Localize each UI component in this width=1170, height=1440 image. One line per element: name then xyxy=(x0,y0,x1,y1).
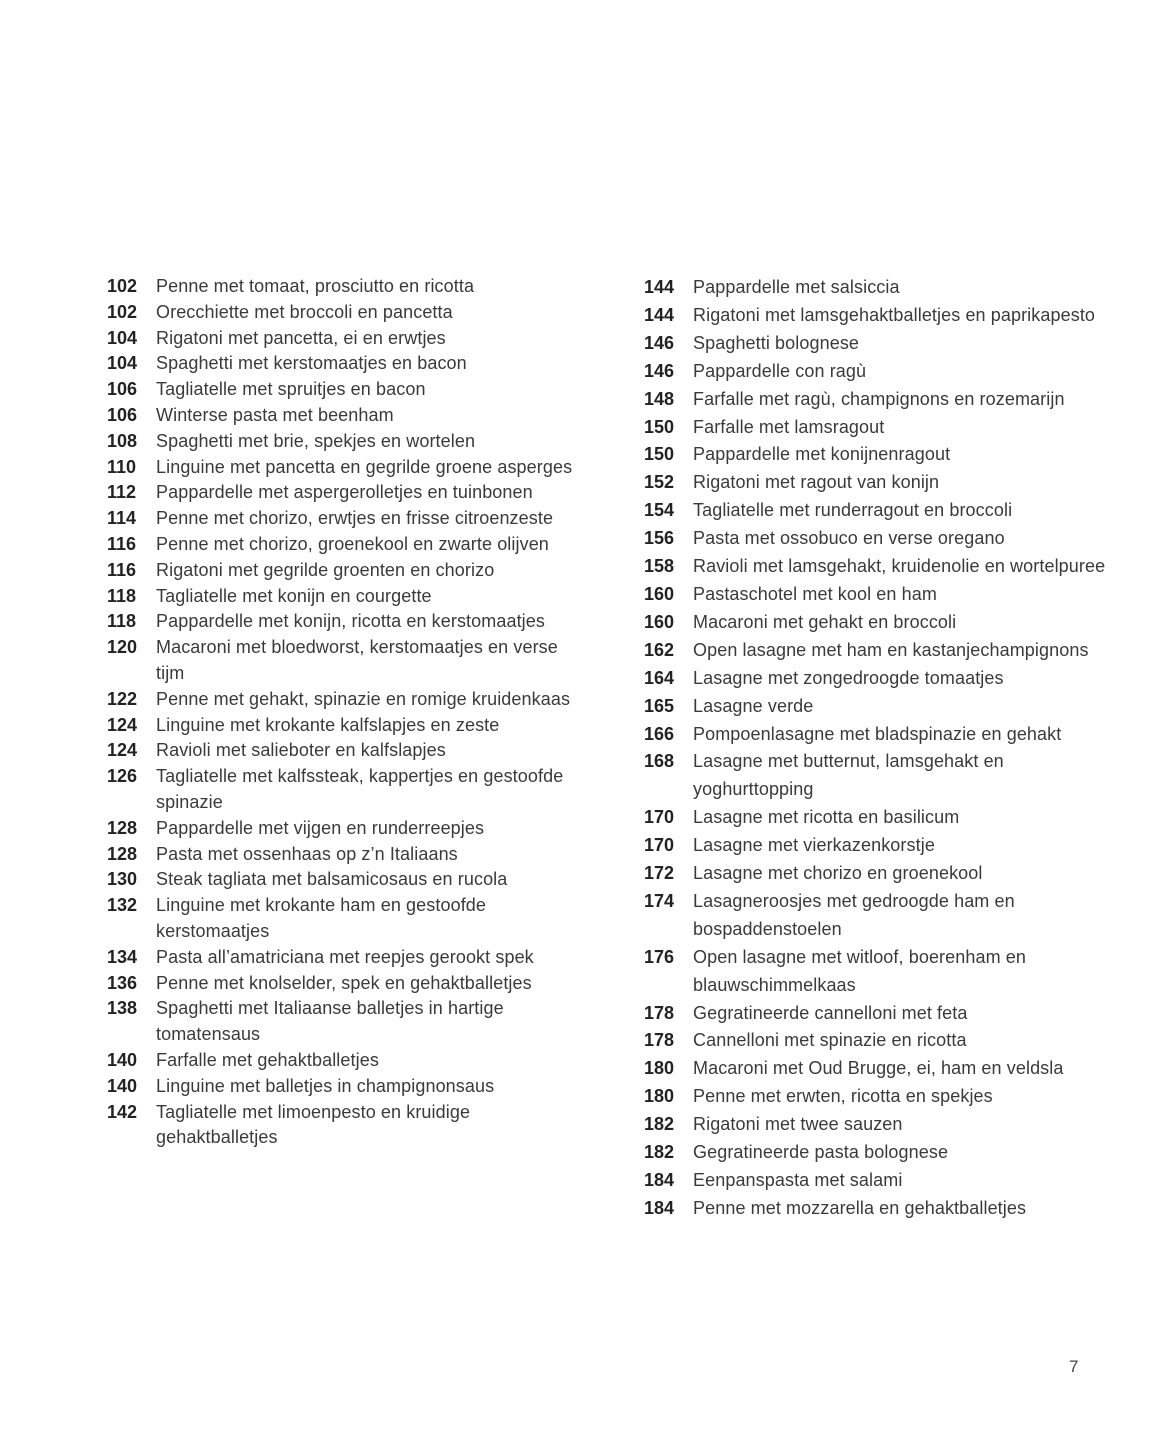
toc-page-number: 165 xyxy=(644,695,675,716)
toc-entry xyxy=(107,532,577,558)
toc-recipe-title: Pasta all’amatriciana met reepjes gerookt spek xyxy=(156,946,534,967)
toc-page-number: 118 xyxy=(107,585,137,606)
toc-entry xyxy=(107,842,577,868)
toc-page-number: 178 xyxy=(644,1030,675,1051)
toc-entry xyxy=(107,738,577,764)
toc-entry xyxy=(107,558,577,584)
toc-recipe-title: Pappardelle met aspergerolletjes en tuinbonen xyxy=(156,482,533,503)
toc-recipe-title: Winterse pasta met beenham xyxy=(156,404,394,425)
toc-recipe-title: Farfalle met ragù, champignons en rozemarijn xyxy=(693,388,1065,409)
toc-recipe-title: Penne met mozzarella en gehaktballetjes xyxy=(693,1197,1027,1218)
toc-entry xyxy=(107,455,577,481)
toc-page-number: 120 xyxy=(107,637,138,658)
toc-recipe-title: Spaghetti met brie, spekjes en wortelen xyxy=(156,430,476,451)
toc-recipe-title: Ravioli met lamsgehakt, kruidenolie en wortelpuree xyxy=(693,556,1106,577)
toc-recipe-title: Open lasagne met ham en kastanjechampignons xyxy=(693,639,1089,660)
toc-recipe-title: Open lasagne met witloof, boerenham en blauwschimmelkaas xyxy=(693,946,1027,995)
toc-recipe-title: Lasagne met chorizo en groenekool xyxy=(693,863,983,884)
toc-page-number: 148 xyxy=(644,388,675,409)
toc-recipe-title: Steak tagliata met balsamicosaus en rucola xyxy=(156,869,508,890)
toc-entry xyxy=(644,497,1114,525)
toc-entry xyxy=(107,584,577,610)
toc-entry xyxy=(644,1139,1114,1167)
toc-recipe-title: Pappardelle con ragù xyxy=(693,360,867,381)
toc-recipe-title: Gegratineerde pasta bolognese xyxy=(693,1142,949,1163)
toc-recipe-title: Pappardelle met vijgen en runderreepjes xyxy=(156,817,485,838)
toc-entry xyxy=(644,832,1114,860)
toc-recipe-title: Lasagne met butternut, lamsgehakt en yoghurttopping xyxy=(693,751,1004,800)
toc-recipe-title: Farfalle met lamsragout xyxy=(693,416,885,437)
toc-entry xyxy=(644,414,1114,442)
toc-page-number: 140 xyxy=(107,1075,138,1096)
toc-recipe-title: Pappardelle met konijn, ricotta en kerstomaatjes xyxy=(156,611,545,632)
toc-page-number: 122 xyxy=(107,688,138,709)
toc-page-number: 156 xyxy=(644,528,675,549)
toc-page-number: 126 xyxy=(107,766,138,787)
toc-page-number: 160 xyxy=(644,611,675,632)
toc-page-number: 142 xyxy=(107,1101,138,1122)
toc-page-number: 184 xyxy=(644,1197,675,1218)
toc-recipe-title: Pasta met ossenhaas op z’n Italiaans xyxy=(156,843,458,864)
toc-entry xyxy=(644,1111,1114,1139)
toc-page-number: 180 xyxy=(644,1086,675,1107)
toc-entry xyxy=(107,867,577,893)
toc-page-number: 166 xyxy=(644,723,675,744)
toc-page-number: 140 xyxy=(107,1049,138,1070)
page-number: 7 xyxy=(1069,1357,1079,1376)
toc-entry xyxy=(107,1100,577,1152)
toc-page-number: 144 xyxy=(644,304,675,325)
toc-page-number: 182 xyxy=(644,1142,675,1163)
toc-entry xyxy=(107,1048,577,1074)
toc-page-number: 134 xyxy=(107,946,138,967)
toc-recipe-title: Pompoenlasagne met bladspinazie en gehakt xyxy=(693,723,1062,744)
toc-entry xyxy=(644,637,1114,665)
toc-recipe-title: Pappardelle met salsiccia xyxy=(693,277,900,297)
toc-recipe-title: Cannelloni met spinazie en ricotta xyxy=(693,1030,967,1051)
toc-recipe-title: Rigatoni met ragout van konijn xyxy=(693,472,940,493)
toc-page-number: 162 xyxy=(644,639,675,660)
toc-entry xyxy=(644,693,1114,721)
toc-recipe-title: Rigatoni met twee sauzen xyxy=(693,1114,903,1135)
toc-recipe-title: Linguine met pancetta en gegrilde groene asperges xyxy=(156,456,573,477)
toc-page-number: 176 xyxy=(644,946,675,967)
toc-page-number: 130 xyxy=(107,869,138,890)
toc-recipe-title: Linguine met krokante ham en gestoofde kerstomaatjes xyxy=(156,895,487,941)
toc-recipe-title: Linguine met krokante kalfslapjes en zeste xyxy=(156,714,500,735)
toc-entry xyxy=(107,351,577,377)
toc-recipe-title: Orecchiette met broccoli en pancetta xyxy=(156,301,453,322)
toc-recipe-title: Penne met gehakt, spinazie en romige kruidenkaas xyxy=(156,688,571,709)
toc-entry xyxy=(644,1055,1114,1083)
toc-page-number: 108 xyxy=(107,430,138,451)
toc-page-number: 112 xyxy=(107,482,137,503)
toc-page-number: 106 xyxy=(107,379,138,400)
toc-entry xyxy=(644,804,1114,832)
toc-entry xyxy=(644,944,1114,1000)
toc-entry xyxy=(107,300,577,326)
toc-page-number: 164 xyxy=(644,667,675,688)
toc-page-number: 170 xyxy=(644,807,675,828)
toc-entry xyxy=(644,1083,1114,1111)
toc-entry xyxy=(107,996,577,1048)
toc-entry xyxy=(644,581,1114,609)
toc-recipe-title: Tagliatelle met konijn en courgette xyxy=(156,585,432,606)
toc-recipe-title: Lasagne met vierkazenkorstje xyxy=(693,835,935,856)
toc-entry xyxy=(644,553,1114,581)
toc-recipe-title: Rigatoni met gegrilde groenten en chorizo xyxy=(156,559,495,580)
toc-entry xyxy=(644,386,1114,414)
toc-page-number: 116 xyxy=(107,559,137,580)
toc-entry xyxy=(107,1074,577,1100)
toc-page-number: 138 xyxy=(107,998,138,1019)
toc-recipe-title: Farfalle met gehaktballetjes xyxy=(156,1049,379,1070)
toc-recipe-title: Macaroni met bloedworst, kerstomaatjes en verse tijm xyxy=(156,637,558,683)
toc-entry xyxy=(644,609,1114,637)
toc-page-number: 104 xyxy=(107,327,138,348)
toc-page-number: 110 xyxy=(107,456,137,477)
toc-recipe-title: Tagliatelle met spruitjes en bacon xyxy=(156,379,426,400)
toc-page-number: 128 xyxy=(107,843,138,864)
toc-page-number: 158 xyxy=(644,556,675,577)
toc-entry xyxy=(644,1195,1114,1223)
toc-entry xyxy=(644,721,1114,749)
toc-entry xyxy=(644,358,1114,386)
toc-entry xyxy=(107,687,577,713)
toc-recipe-title: Pastaschotel met kool en ham xyxy=(693,583,937,604)
toc-recipe-title: Spaghetti met kerstomaatjes en bacon xyxy=(156,353,467,374)
toc-page-number: 116 xyxy=(107,533,137,554)
toc-page-number: 136 xyxy=(107,972,138,993)
toc-entry xyxy=(644,330,1114,358)
toc-recipe-title: Macaroni met gehakt en broccoli xyxy=(693,611,957,632)
toc-entry xyxy=(644,860,1114,888)
toc-entry xyxy=(107,429,577,455)
toc-page-number: 146 xyxy=(644,360,675,381)
toc-entry xyxy=(644,888,1114,944)
toc-recipe-title: Penne met tomaat, prosciutto en ricotta xyxy=(156,276,475,296)
toc-recipe-title: Rigatoni met pancetta, ei en erwtjes xyxy=(156,327,446,348)
toc-left-column xyxy=(107,274,577,1151)
toc-entry xyxy=(644,302,1114,330)
toc-entry xyxy=(107,480,577,506)
toc-entry xyxy=(107,635,577,687)
toc-recipe-title: Spaghetti bolognese xyxy=(693,332,860,353)
toc-recipe-title: Penne met knolselder, spek en gehaktballetjes xyxy=(156,972,532,993)
toc-page-number: 144 xyxy=(644,277,675,297)
toc-page-number: 154 xyxy=(644,500,675,521)
toc-entry xyxy=(644,1027,1114,1055)
toc-entry xyxy=(644,1000,1114,1028)
toc-entry xyxy=(107,971,577,997)
toc-entry xyxy=(107,713,577,739)
toc-entry xyxy=(644,469,1114,497)
toc-entry xyxy=(107,893,577,945)
toc-recipe-title: Eenpanspasta met salami xyxy=(693,1170,903,1190)
toc-page-number: 102 xyxy=(107,301,138,322)
toc-entry xyxy=(107,816,577,842)
toc-entry xyxy=(644,748,1114,804)
toc-entry xyxy=(107,506,577,532)
toc-recipe-title: Lasagne met ricotta en basilicum xyxy=(693,807,960,828)
toc-entry xyxy=(644,665,1114,693)
toc-page-number: 132 xyxy=(107,895,138,916)
toc-entry xyxy=(107,403,577,429)
toc-page-number: 150 xyxy=(644,416,675,437)
toc-page-number: 124 xyxy=(107,714,138,735)
toc-page-number: 170 xyxy=(644,835,675,856)
toc-recipe-title: Ravioli met salieboter en kalfslapjes xyxy=(156,740,446,761)
toc-page-number: 102 xyxy=(107,276,138,296)
toc-page-number: 128 xyxy=(107,817,138,838)
toc-entry xyxy=(644,441,1114,469)
toc-page-number: 172 xyxy=(644,863,675,884)
toc-page-number: 174 xyxy=(644,890,675,911)
toc-recipe-title: Linguine met balletjes in champignonsaus xyxy=(156,1075,495,1096)
toc-page-number: 150 xyxy=(644,444,675,465)
toc-recipe-title: Penne met chorizo, groenekool en zwarte olijven xyxy=(156,533,549,554)
toc-page-number: 184 xyxy=(644,1170,675,1190)
toc-recipe-title: Gegratineerde cannelloni met feta xyxy=(693,1002,968,1023)
toc-page-number: 178 xyxy=(644,1002,675,1023)
toc-page-number: 152 xyxy=(644,472,675,493)
toc-recipe-title: Pappardelle met konijnenragout xyxy=(693,444,951,465)
toc-entry xyxy=(107,377,577,403)
toc-page-number: 104 xyxy=(107,353,138,374)
toc-page-number: 182 xyxy=(644,1114,675,1135)
toc-recipe-title: Pasta met ossobuco en verse oregano xyxy=(693,528,1005,549)
toc-recipe-title: Tagliatelle met runderragout en broccoli xyxy=(693,500,1013,521)
toc-page-number: 106 xyxy=(107,404,138,425)
toc-page-number: 146 xyxy=(644,332,675,353)
toc-entry xyxy=(107,326,577,352)
toc-page-number: 118 xyxy=(107,611,137,632)
toc-recipe-title: Penne met chorizo, erwtjes en frisse citroenzeste xyxy=(156,508,554,529)
toc-recipe-title: Macaroni met Oud Brugge, ei, ham en veldsla xyxy=(693,1058,1064,1079)
toc-right-column xyxy=(644,274,1114,1223)
toc-recipe-title: Lasagneroosjes met gedroogde ham en bospaddenstoelen xyxy=(693,890,1015,939)
toc-entry xyxy=(107,764,577,816)
toc-entry xyxy=(107,945,577,971)
toc-page-number: 124 xyxy=(107,740,138,761)
toc-entry xyxy=(107,609,577,635)
toc-recipe-title: Tagliatelle met limoenpesto en kruidige gehaktballetjes xyxy=(156,1101,471,1148)
toc-recipe-title: Rigatoni met lamsgehaktballetjes en paprikapesto xyxy=(693,304,1096,325)
toc-page-number: 160 xyxy=(644,583,675,604)
toc-entry xyxy=(644,274,1114,302)
toc-recipe-title: Penne met erwten, ricotta en spekjes xyxy=(693,1086,993,1107)
toc-entry xyxy=(107,274,577,300)
toc-recipe-title: Spaghetti met Italiaanse balletjes in hartige tomatensaus xyxy=(156,998,504,1045)
toc-page-number: 180 xyxy=(644,1058,675,1079)
toc-recipe-title: Tagliatelle met kalfssteak, kappertjes en gestoofde spinazie xyxy=(156,766,564,812)
toc-recipe-title: Lasagne verde xyxy=(693,695,814,716)
toc-entry xyxy=(644,525,1114,553)
toc-page-number: 114 xyxy=(107,508,137,529)
toc-entry xyxy=(644,1167,1114,1195)
toc-recipe-title: Lasagne met zongedroogde tomaatjes xyxy=(693,667,1004,688)
toc-page-number: 168 xyxy=(644,751,675,772)
